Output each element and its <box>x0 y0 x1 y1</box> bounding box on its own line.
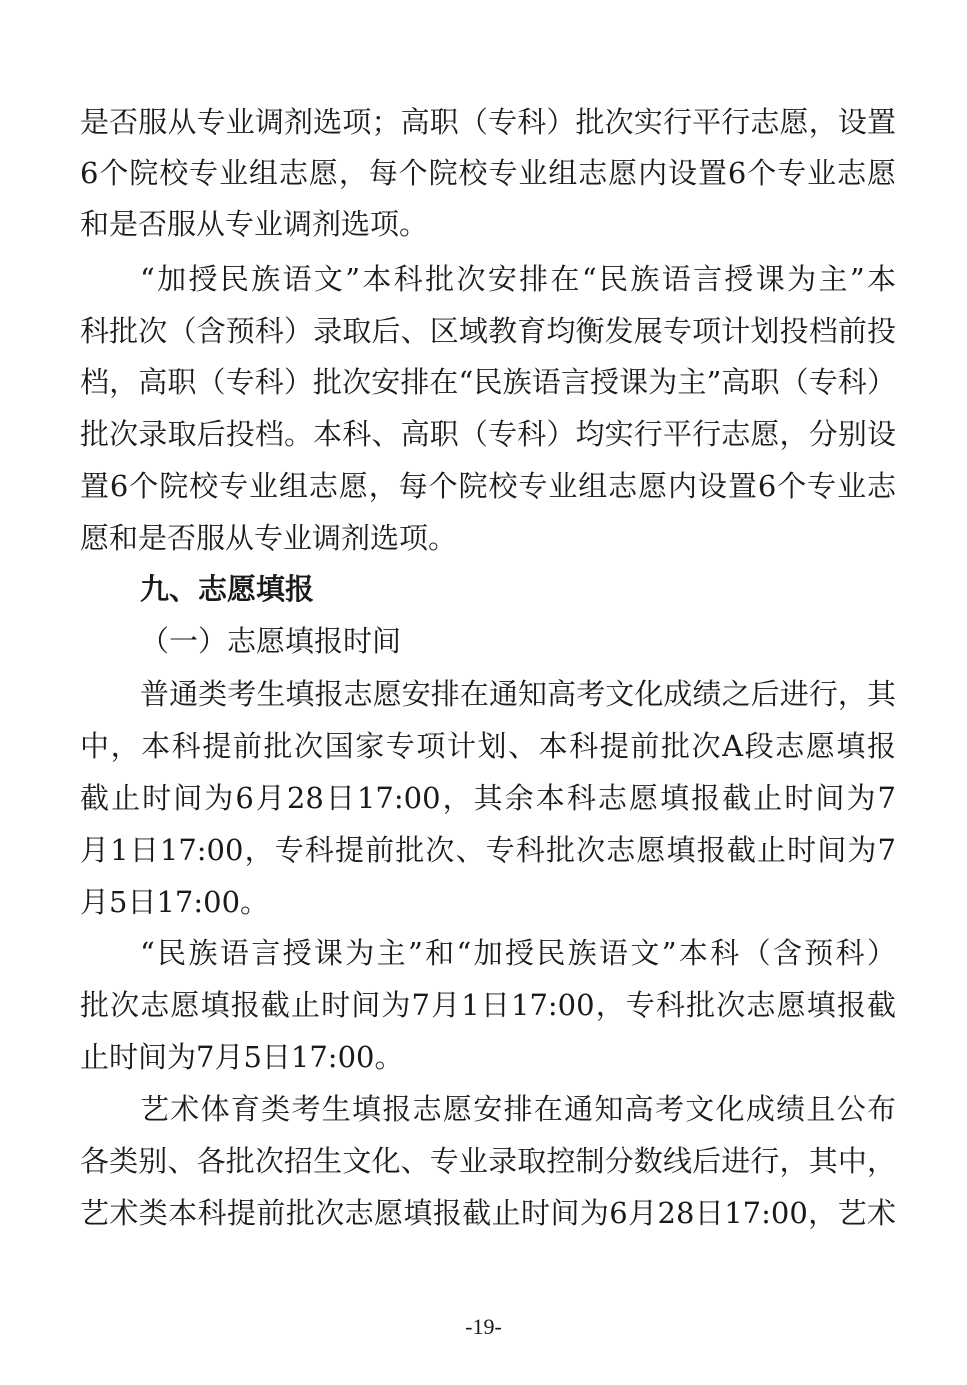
text-line: “加授民族语文”本科批次安排在“民族语言授课为主”本 <box>140 262 896 296</box>
text-line: 档，高职（专科）批次安排在“民族语言授课为主”高职（专科） <box>80 365 896 399</box>
text-line: 批次志愿填报截止时间为7月1日17:00，专科批次志愿填报截 <box>80 988 896 1022</box>
text-line: 止时间为7月5日17:00。 <box>80 1040 404 1074</box>
text-line: 月5日17:00。 <box>80 885 270 919</box>
section-heading: 九、志愿填报 <box>140 572 315 606</box>
subsection-heading: （一）志愿填报时间 <box>140 624 402 658</box>
text-line: 6个院校专业组志愿，每个院校专业组志愿内设置6个专业志愿 <box>80 156 896 190</box>
text-line: “民族语言授课为主”和“加授民族语文”本科（含预科） <box>140 936 896 970</box>
text-line: 是否服从专业调剂选项；高职（专科）批次实行平行志愿，设置 <box>80 105 896 139</box>
text-line: 月1日17:00，专科提前批次、专科批次志愿填报截止时间为7 <box>80 833 896 867</box>
text-line: 和是否服从专业调剂选项。 <box>80 207 429 241</box>
text-line: 愿和是否服从专业调剂选项。 <box>80 521 458 555</box>
text-line: 科批次（含预科）录取后、区域教育均衡发展专项计划投档前投 <box>80 314 896 348</box>
text-line: 艺术类本科提前批次志愿填报截止时间为6月28日17:00，艺术 <box>80 1196 896 1230</box>
text-line: 中，本科提前批次国家专项计划、本科提前批次A段志愿填报 <box>80 729 896 763</box>
text-line: 各类别、各批次招生文化、专业录取控制分数线后进行，其中， <box>80 1144 896 1178</box>
text-line: 艺术体育类考生填报志愿安排在通知高考文化成绩且公布 <box>140 1092 896 1126</box>
text-line: 普通类考生填报志愿安排在通知高考文化成绩之后进行，其 <box>140 677 896 711</box>
page-number: -19- <box>465 1314 502 1339</box>
text-line: 截止时间为6月28日17:00，其余本科志愿填报截止时间为7 <box>80 781 896 815</box>
text-line: 置6个院校专业组志愿，每个院校专业组志愿内设置6个专业志 <box>80 469 896 503</box>
text-line: 批次录取后投档。本科、高职（专科）均实行平行志愿，分别设 <box>80 417 896 451</box>
